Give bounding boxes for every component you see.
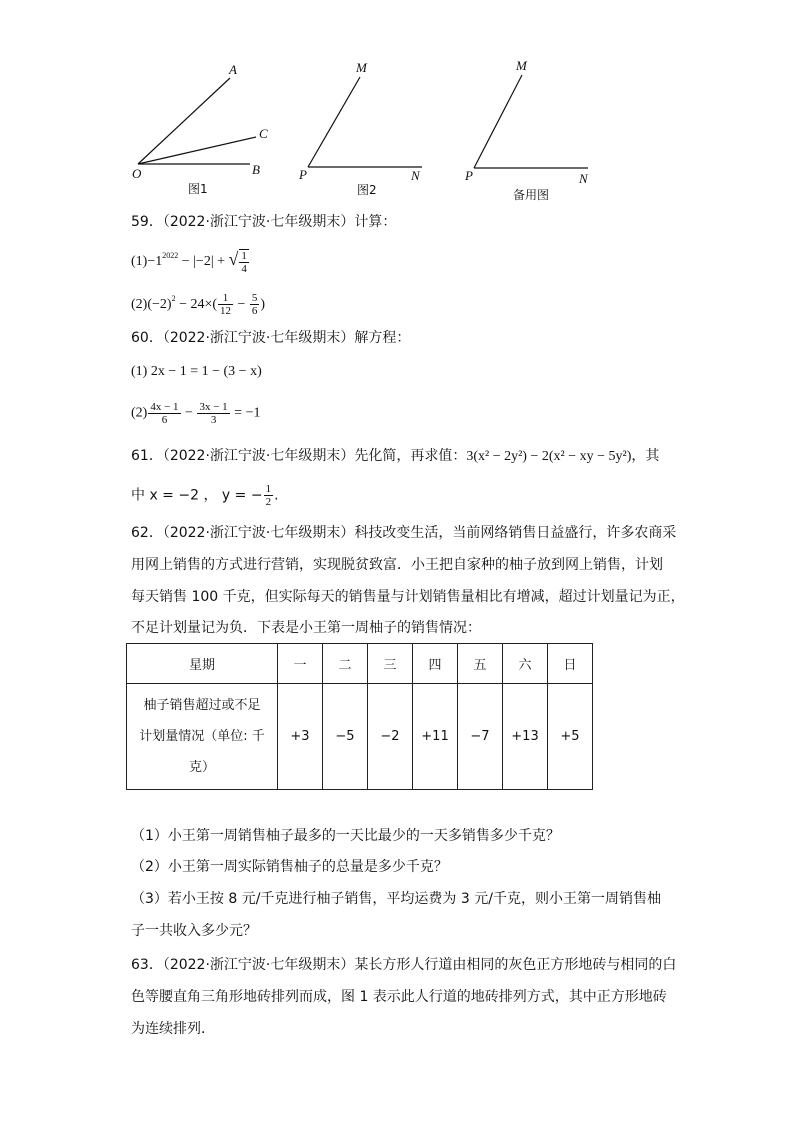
exponent: 2022 bbox=[162, 251, 179, 260]
geometry-figures bbox=[0, 0, 794, 215]
figure-2 bbox=[298, 60, 422, 197]
value-cell: +3 bbox=[278, 684, 323, 790]
q59-stem: 59．（2022·浙江宁波·七年级期末）计算： bbox=[131, 214, 397, 230]
point-label-N: N bbox=[411, 168, 420, 183]
point-label-M: M bbox=[356, 60, 367, 75]
q61-stem: 61．（2022·浙江宁波·七年级期末）先化简，再求值： bbox=[131, 448, 467, 464]
q62-sub-3-line-2: 子一共收入多少元？ bbox=[131, 923, 257, 939]
expr-term: −1 bbox=[147, 254, 163, 269]
expr-term: (−2) bbox=[147, 297, 172, 312]
q60-part-1: (1) 2x − 1 = 1 − (3 − x) bbox=[131, 364, 262, 379]
q63-line-1: 63．（2022·浙江宁波·七年级期末）某长方形人行道由相同的灰色正方形地砖与相同的白 bbox=[131, 957, 677, 973]
point-label-B: B bbox=[252, 162, 260, 177]
expr-term: − 24×( bbox=[175, 297, 218, 312]
point-label-P: P bbox=[465, 168, 473, 183]
sqrt-icon: √ bbox=[228, 249, 239, 269]
expr-term: − |−2| + bbox=[178, 254, 229, 269]
sales-table bbox=[126, 643, 593, 790]
q62-sub-3-line-1: （3）若小王按 8 元/千克进行柚子销售，平均运费为 3 元/千克，则小王第一周销售柚 bbox=[131, 891, 661, 907]
part-label: (2) bbox=[131, 405, 148, 421]
q61-expression: 3(x² − 2y²) − 2(x² − xy − 5y²) bbox=[466, 449, 632, 464]
point-label-O: O bbox=[132, 166, 142, 181]
value-cell: −2 bbox=[368, 684, 413, 790]
row-label-cell: 柚子销售超过或不足 计划量情况（单位: 千 克） bbox=[127, 684, 278, 790]
q63-line-3: 为连续排列． bbox=[131, 1021, 215, 1037]
q62-line-1: 62．（2022·浙江宁波·七年级期末）科技改变生活，当前网络销售日益盛行，许多农商采 bbox=[131, 525, 677, 541]
q62-line-4: 不足计划量记为负．下表是小王第一周柚子的销售情况： bbox=[131, 620, 481, 636]
day-cell: 四 bbox=[413, 644, 458, 684]
point-label-A: A bbox=[229, 62, 237, 77]
point-label-N: N bbox=[579, 171, 588, 186]
fraction: $\frac{4x - 1}{6}$ bbox=[150, 401, 179, 426]
fraction: $\frac{1}{12}$ bbox=[220, 292, 232, 318]
q59-part-1 bbox=[131, 246, 250, 275]
fraction: $\frac{3x - 1}{3}$ bbox=[199, 401, 228, 426]
point-label-P: P bbox=[299, 167, 307, 182]
point-label-M: M bbox=[516, 58, 527, 73]
q59-part-2 bbox=[131, 289, 265, 317]
day-cell: 三 bbox=[368, 644, 413, 684]
figure-spare-caption: 备用图 bbox=[513, 188, 550, 202]
fraction: $\frac{1}{2}$ bbox=[265, 483, 272, 508]
day-cell: 日 bbox=[548, 644, 593, 684]
q62-line-3: 每天销售 100 千克，但实际每天的销售量与计划销售量相比有增减，超过计划量记为正， bbox=[131, 589, 685, 605]
value-cell: +5 bbox=[548, 684, 593, 790]
figure-1 bbox=[132, 62, 268, 196]
q62-line-2: 用网上销售的方式进行营销，实现脱贫致富．小王把自家种的柚子放到网上销售，计划 bbox=[131, 557, 663, 573]
q61-tail: ，其 bbox=[631, 448, 660, 464]
figure-2-caption: 图2 bbox=[357, 183, 377, 197]
point-label-C: C bbox=[259, 126, 268, 141]
day-cell: 二 bbox=[323, 644, 368, 684]
part-label: (1) bbox=[131, 254, 148, 269]
q62-sub-2: （2）小王第一周实际销售柚子的总量是多少千克？ bbox=[131, 859, 448, 875]
day-cell: 六 bbox=[503, 644, 548, 684]
figure-1-caption: 图1 bbox=[188, 182, 208, 196]
q61-values: 中 x = −2 ， y = − bbox=[131, 487, 263, 504]
day-cell: 一 bbox=[278, 644, 323, 684]
q61-line-1 bbox=[131, 446, 659, 467]
value-cell: −5 bbox=[323, 684, 368, 790]
value-cell: +11 bbox=[413, 684, 458, 790]
q61-line-2 bbox=[131, 483, 279, 508]
value-cell: −7 bbox=[458, 684, 503, 790]
fraction: $\frac{5}{6}$ bbox=[251, 292, 258, 318]
q63-line-2: 色等腰直角三角形地砖排列而成，图 1 表示此人行道的地砖排列方式，其中正方形地砖 bbox=[131, 989, 667, 1005]
table-row bbox=[127, 684, 593, 790]
expr-term: ) bbox=[260, 297, 266, 312]
q62-sub-1: （1）小王第一周销售柚子最多的一天比最少的一天多销售多少千克？ bbox=[131, 828, 560, 844]
expr-term: = −1 bbox=[230, 405, 261, 421]
q60-stem: 60．（2022·浙江宁波·七年级期末）解方程： bbox=[131, 330, 411, 346]
table-header-row bbox=[127, 644, 593, 684]
expr-term: − bbox=[181, 405, 197, 421]
fraction: $\frac{1}{4}$ bbox=[241, 249, 247, 275]
q61-end: . bbox=[274, 487, 279, 504]
part-label: (2) bbox=[131, 297, 148, 312]
q60-part-2 bbox=[131, 401, 260, 426]
header-label-cell: 星期 bbox=[127, 644, 278, 684]
figure-spare bbox=[464, 58, 589, 202]
day-cell: 五 bbox=[458, 644, 503, 684]
expr-term: − bbox=[234, 297, 249, 312]
exponent: 2 bbox=[171, 294, 176, 303]
value-cell: +13 bbox=[503, 684, 548, 790]
